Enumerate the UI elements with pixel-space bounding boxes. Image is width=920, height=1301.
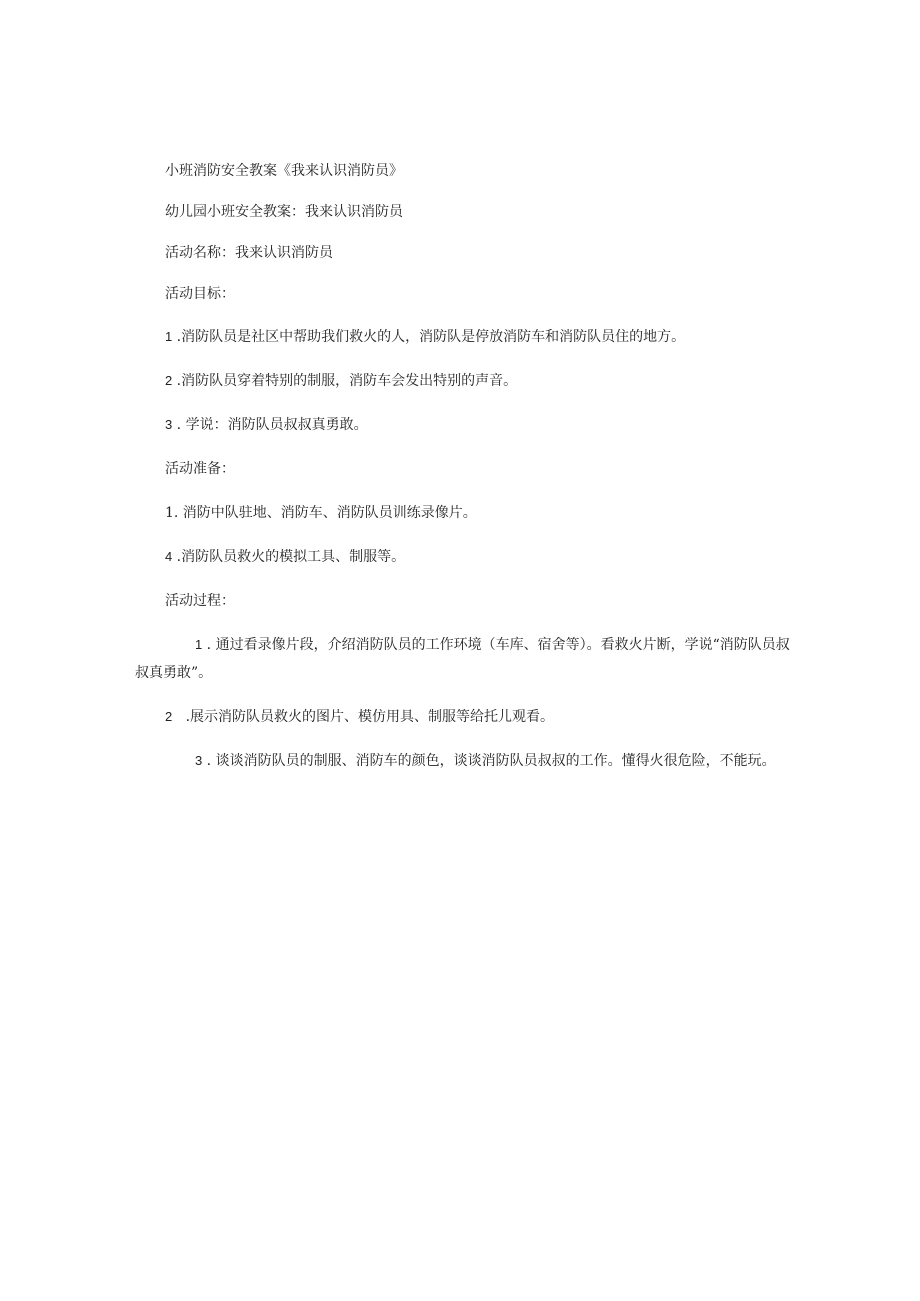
document-title: 小班消防安全教案《我来认识消防员》 <box>165 163 403 179</box>
goals-heading: 活动目标： <box>165 286 235 302</box>
process-item-2 <box>135 703 790 731</box>
prep-text: 1. 消防中队驻地、消防车、消防队员训练录像片。 <box>165 505 477 521</box>
goal-item-1 <box>135 323 790 351</box>
process-number: 1 <box>195 637 203 652</box>
goal-number: 3 <box>165 417 173 432</box>
process-text: . 谈谈消防队员的制服、消防车的颜色，谈谈消防队员叔叔的工作。懂得火很危险，不能玩。 <box>202 753 776 769</box>
goal-number: 1 <box>165 329 173 344</box>
prep-item-1 <box>135 499 790 527</box>
goal-text: . 学说：消防队员叔叔真勇敢。 <box>172 417 368 433</box>
activity-name: 活动名称：我来认识消防员 <box>165 245 333 261</box>
process-number: 2 <box>165 709 173 724</box>
document-subtitle: 幼儿园小班安全教案：我来认识消防员 <box>165 204 403 220</box>
goal-text: .消防队员穿着特别的制服，消防车会发出特别的声音。 <box>172 373 518 389</box>
goal-text: .消防队员是社区中帮助我们救火的人，消防队是停放消防车和消防队员住的地方。 <box>172 329 686 345</box>
process-item-3 <box>135 747 790 775</box>
goal-number: 2 <box>165 373 173 388</box>
process-text: . 通过看录像片段，介绍消防队员的工作环境（车库、宿舍等）。看救火片断，学说“消防队员叔叔真勇敢”。 <box>135 637 790 681</box>
process-text: .展示消防队员救火的图片、模仿用具、制服等给托儿观看。 <box>172 709 555 725</box>
prep-heading: 活动准备： <box>165 461 235 477</box>
goal-item-3 <box>135 411 790 439</box>
document-body <box>135 157 790 775</box>
prep-text: .消防队员救火的模拟工具、制服等。 <box>172 549 406 565</box>
prep-number: 4 <box>165 549 173 564</box>
process-heading: 活动过程： <box>165 593 235 609</box>
process-number: 3 <box>195 753 203 768</box>
process-item-1 <box>135 631 790 687</box>
prep-item-2 <box>135 543 790 571</box>
goal-item-2 <box>135 367 790 395</box>
